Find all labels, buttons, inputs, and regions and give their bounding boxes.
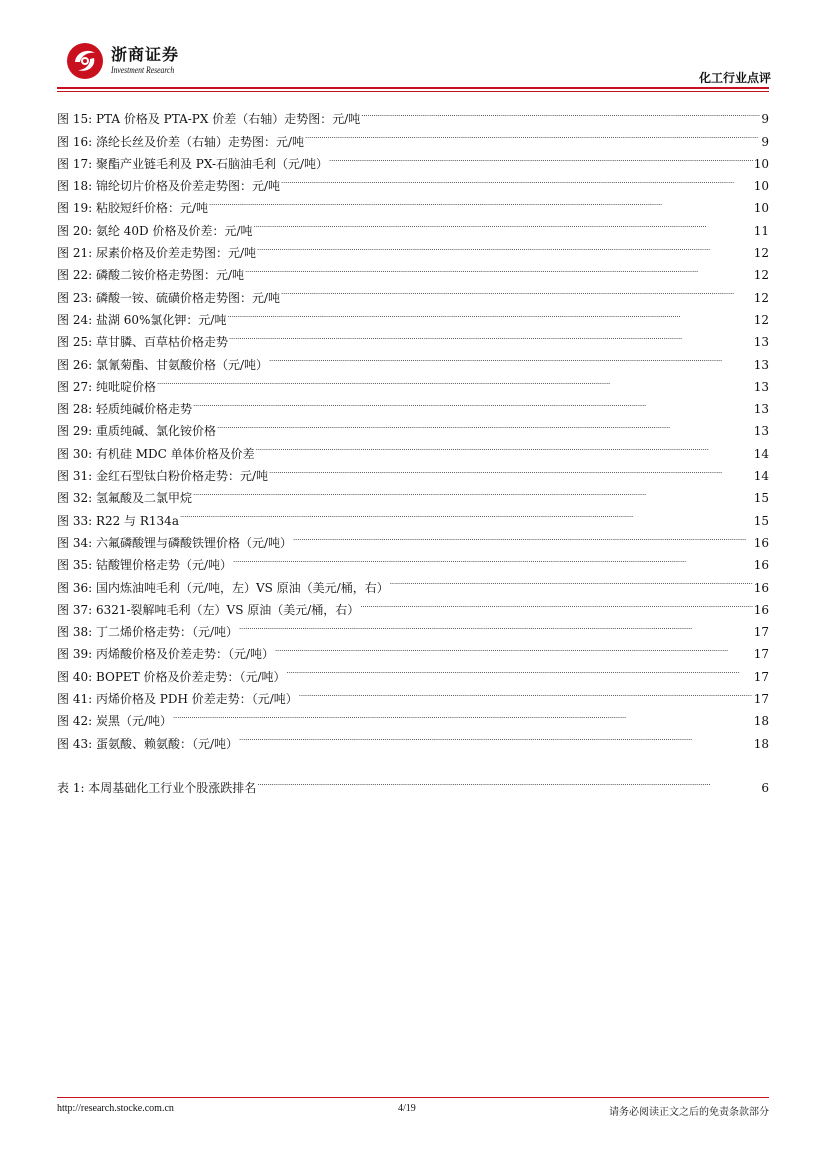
toc-entry-page: 15 [753,513,769,528]
disclaimer-note: 请务必阅读正文之后的免责条款部分 [609,1107,769,1118]
dot-leader [257,770,760,792]
dot-leader [299,681,753,703]
dot-leader [157,369,753,391]
toc-entry-page: 13 [753,379,769,394]
toc-entry-page: 16 [753,602,769,617]
toc-entry-page: 13 [753,357,769,372]
dot-leader [227,302,752,324]
toc-entry-label: 图 32: 氢氟酸及二氯甲烷 [57,491,192,506]
toc-entry-label: 图 26: 氯氰菊酯、甘氨酸价格（元/吨） [57,357,268,372]
toc-entry-page: 17 [753,669,769,684]
toc-entry-label: 图 37: 6321-裂解吨毛利（左）VS 原油（美元/桶，右） [57,602,360,617]
dot-leader [193,391,753,413]
toc-entry[interactable] [57,369,769,394]
toc-entry-label: 图 23: 磷酸一铵、硫磺价格走势图：元/吨 [57,290,280,305]
toc-entry-label: 图 15: PTA 价格及 PTA-PX 价差（右轴）走势图：元/吨 [57,112,361,127]
toc-entry-label: 图 42: 炭黑（元/吨） [57,714,172,729]
toc-entry-label: 图 31: 金红石型钛白粉价格走势：元/吨 [57,469,268,484]
toc-entry-page: 6 [761,781,769,796]
logo-mark-icon [66,40,106,82]
toc-entry-label: 图 27: 纯吡啶价格 [57,379,156,394]
footer-divider [57,1097,769,1098]
dot-leader [293,525,753,547]
company-logo [66,40,186,84]
toc-entry-label: 图 39: 丙烯酸价格及价差走势：（元/吨） [57,647,274,662]
toc-entry-page: 15 [753,491,769,506]
dot-leader [209,190,753,212]
dot-leader [390,569,753,591]
toc-entry-label: 图 29: 重质纯碱、氯化铵价格 [57,424,216,439]
toc-entry-label: 图 36: 国内炼油吨毛利（元/吨，左）VS 原油（美元/桶，右） [57,580,389,595]
toc-entry-label: 图 35: 钴酸锂价格走势（元/吨） [57,558,232,573]
dot-leader [257,235,753,257]
toc-entry-page: 14 [753,469,769,484]
toc-entry-label: 图 43: 蛋氨酸、赖氨酸：（元/吨） [57,736,238,751]
table-table-of-contents [57,770,769,796]
toc-entry-page: 11 [753,223,769,238]
brand-name-en: Investment Research [111,65,175,75]
toc-entry-label: 图 22: 磷酸二铵价格走势图：元/吨 [57,268,244,283]
toc-entry-page: 13 [753,424,769,439]
toc-entry-label: 图 19: 粘胶短纤价格：元/吨 [57,201,208,216]
toc-entry[interactable] [57,101,769,127]
toc-entry-page: 10 [753,201,769,216]
toc-entry-label: 图 30: 有机硅 MDC 单体价格及价差 [57,446,255,461]
toc-entry-label: 图 40: BOPET 价格及价差走势：（元/吨） [57,669,286,684]
toc-entry-page: 18 [753,736,769,751]
toc-entry-label: 图 33: R22 与 R134a [57,513,179,528]
toc-entry-label: 图 20: 氨纶 40D 价格及价差：元/吨 [57,223,253,238]
toc-entry-page: 10 [753,179,769,194]
toc-entry-page: 16 [753,558,769,573]
dot-leader [269,346,753,368]
toc-entry-label: 图 17: 聚酯产业链毛利及 PX-石脑油毛利（元/吨） [57,156,329,171]
figure-table-of-contents [57,101,769,751]
toc-entry-page: 16 [753,580,769,595]
page-number: 4/19 [398,1103,416,1114]
dot-leader [305,123,760,145]
toc-entry-page: 10 [753,156,769,171]
toc-entry-page: 17 [753,625,769,640]
toc-entry-page: 12 [753,312,769,327]
dot-leader [287,658,753,680]
toc-entry-page: 16 [753,535,769,550]
dot-leader [245,257,753,279]
dot-leader [361,101,760,123]
toc-entry[interactable] [57,770,769,796]
toc-entry-page: 12 [753,246,769,261]
toc-entry-label: 图 21: 尿素价格及价差走势图：元/吨 [57,246,256,261]
toc-entry-label: 图 28: 轻质纯碱价格走势 [57,402,192,417]
dot-leader [173,703,753,725]
dot-leader [239,725,753,747]
header-divider [57,87,769,89]
toc-entry-page: 9 [761,112,769,127]
toc-entry-label: 图 16: 涤纶长丝及价差（右轴）走势图：元/吨 [57,134,304,149]
dot-leader [180,502,753,524]
page-header [0,0,827,96]
toc-entry-label: 图 18: 锦纶切片价格及价差走势图：元/吨 [57,179,280,194]
toc-entry-page: 13 [753,335,769,350]
report-type-label: 化工行业点评 [698,71,771,85]
toc-entry-label: 图 25: 草甘膦、百草枯价格走势 [57,335,228,350]
dot-leader [239,614,753,636]
toc-entry-label: 表 1: 本周基础化工行业个股涨跌排名 [57,781,257,796]
toc-entry-page: 18 [753,714,769,729]
toc-entry-label: 图 38: 丁二烯价格走势：（元/吨） [57,625,238,640]
dot-leader [281,168,753,190]
dot-leader [275,636,753,658]
dot-leader [233,547,753,569]
toc-entry-page: 12 [753,268,769,283]
dot-leader [254,212,753,234]
dot-leader [329,146,753,168]
toc-entry-page: 13 [753,402,769,417]
toc-entry-label: 图 24: 盐湖 60%氯化钾：元/吨 [57,312,227,327]
toc-entry-page: 17 [753,692,769,707]
toc-entry-label: 图 34: 六氟磷酸锂与磷酸铁锂价格（元/吨） [57,535,292,550]
dot-leader [193,480,753,502]
toc-entry-page: 12 [753,290,769,305]
dot-leader [281,279,753,301]
brand-name-cn: 浙商证券 [111,45,180,64]
toc-entry-page: 17 [753,647,769,662]
toc-entry-page: 9 [761,134,769,149]
header-divider-thin [57,91,769,92]
dot-leader [217,413,753,435]
dot-leader [256,435,753,457]
toc-entry[interactable] [57,391,769,417]
toc-entry-page: 14 [753,446,769,461]
footer-url-link[interactable]: http://research.stocke.com.cn [57,1103,174,1114]
dot-leader [229,324,753,346]
dot-leader [360,592,752,614]
toc-entry-label: 图 41: 丙烯价格及 PDH 价差走势：（元/吨） [57,692,298,707]
dot-leader [269,458,753,480]
